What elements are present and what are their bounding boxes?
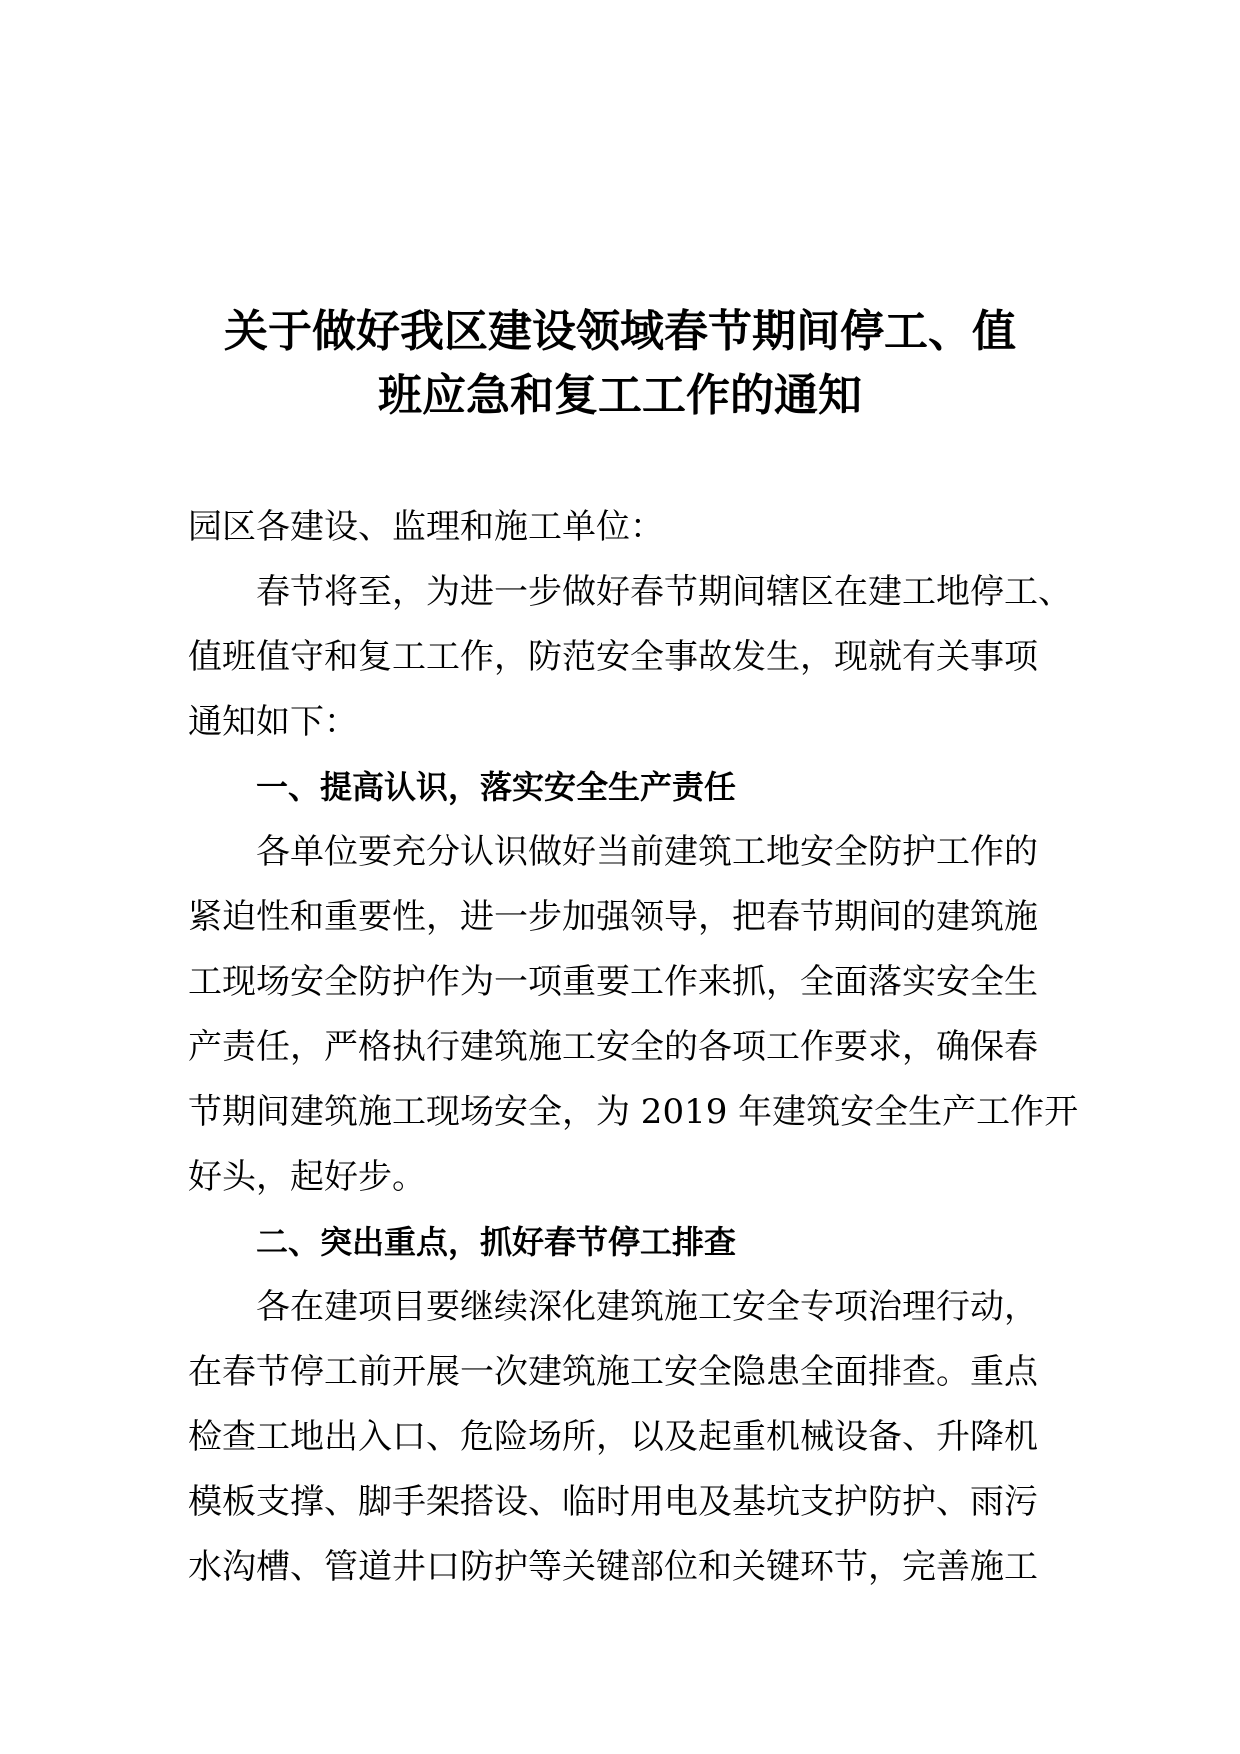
section1-line: 节期间建筑施工现场安全，为 2019 年建筑安全生产工作开 xyxy=(188,1092,1079,1132)
section1-line: 紧迫性和重要性，进一步加强领导，把春节期间的建筑施 xyxy=(188,897,1038,937)
salutation: 园区各建设、监理和施工单位： xyxy=(188,507,664,547)
section-heading-2: 二、突出重点，抓好春节停工排查 xyxy=(256,1223,737,1261)
section-heading-1: 一、提高认识，落实安全生产责任 xyxy=(256,768,737,806)
document-title xyxy=(180,300,1060,428)
section2-line: 各在建项目要继续深化建筑施工安全专项治理行动， xyxy=(256,1287,1038,1327)
section2-line: 水沟槽、管道井口防护等关键部位和关键环节，完善施工 xyxy=(188,1547,1038,1587)
intro-line: 春节将至，为进一步做好春节期间辖区在建工地停工、 xyxy=(256,572,1072,612)
title-line: 班应急和复工工作的通知 xyxy=(378,370,862,421)
intro-line: 通知如下： xyxy=(188,702,358,742)
section2-line: 在春节停工前开展一次建筑施工安全隐患全面排查。重点 xyxy=(188,1352,1038,1392)
section1-line: 好头，起好步。 xyxy=(188,1157,426,1197)
section1-line: 工现场安全防护作为一项重要工作来抓，全面落实安全生 xyxy=(188,962,1038,1002)
section2-line: 模板支撑、脚手架搭设、临时用电及基坑支护防护、雨污 xyxy=(188,1482,1038,1522)
title-line: 关于做好我区建设领域春节期间停工、值 xyxy=(224,306,1016,357)
section1-line: 各单位要充分认识做好当前建筑工地安全防护工作的 xyxy=(256,832,1038,872)
intro-line: 值班值守和复工工作，防范安全事故发生，现就有关事项 xyxy=(188,637,1038,677)
section2-line: 检查工地出入口、危险场所，以及起重机械设备、升降机 xyxy=(188,1417,1038,1457)
document-body xyxy=(188,495,1079,1600)
section1-line: 产责任，严格执行建筑施工安全的各项工作要求，确保春 xyxy=(188,1027,1038,1067)
